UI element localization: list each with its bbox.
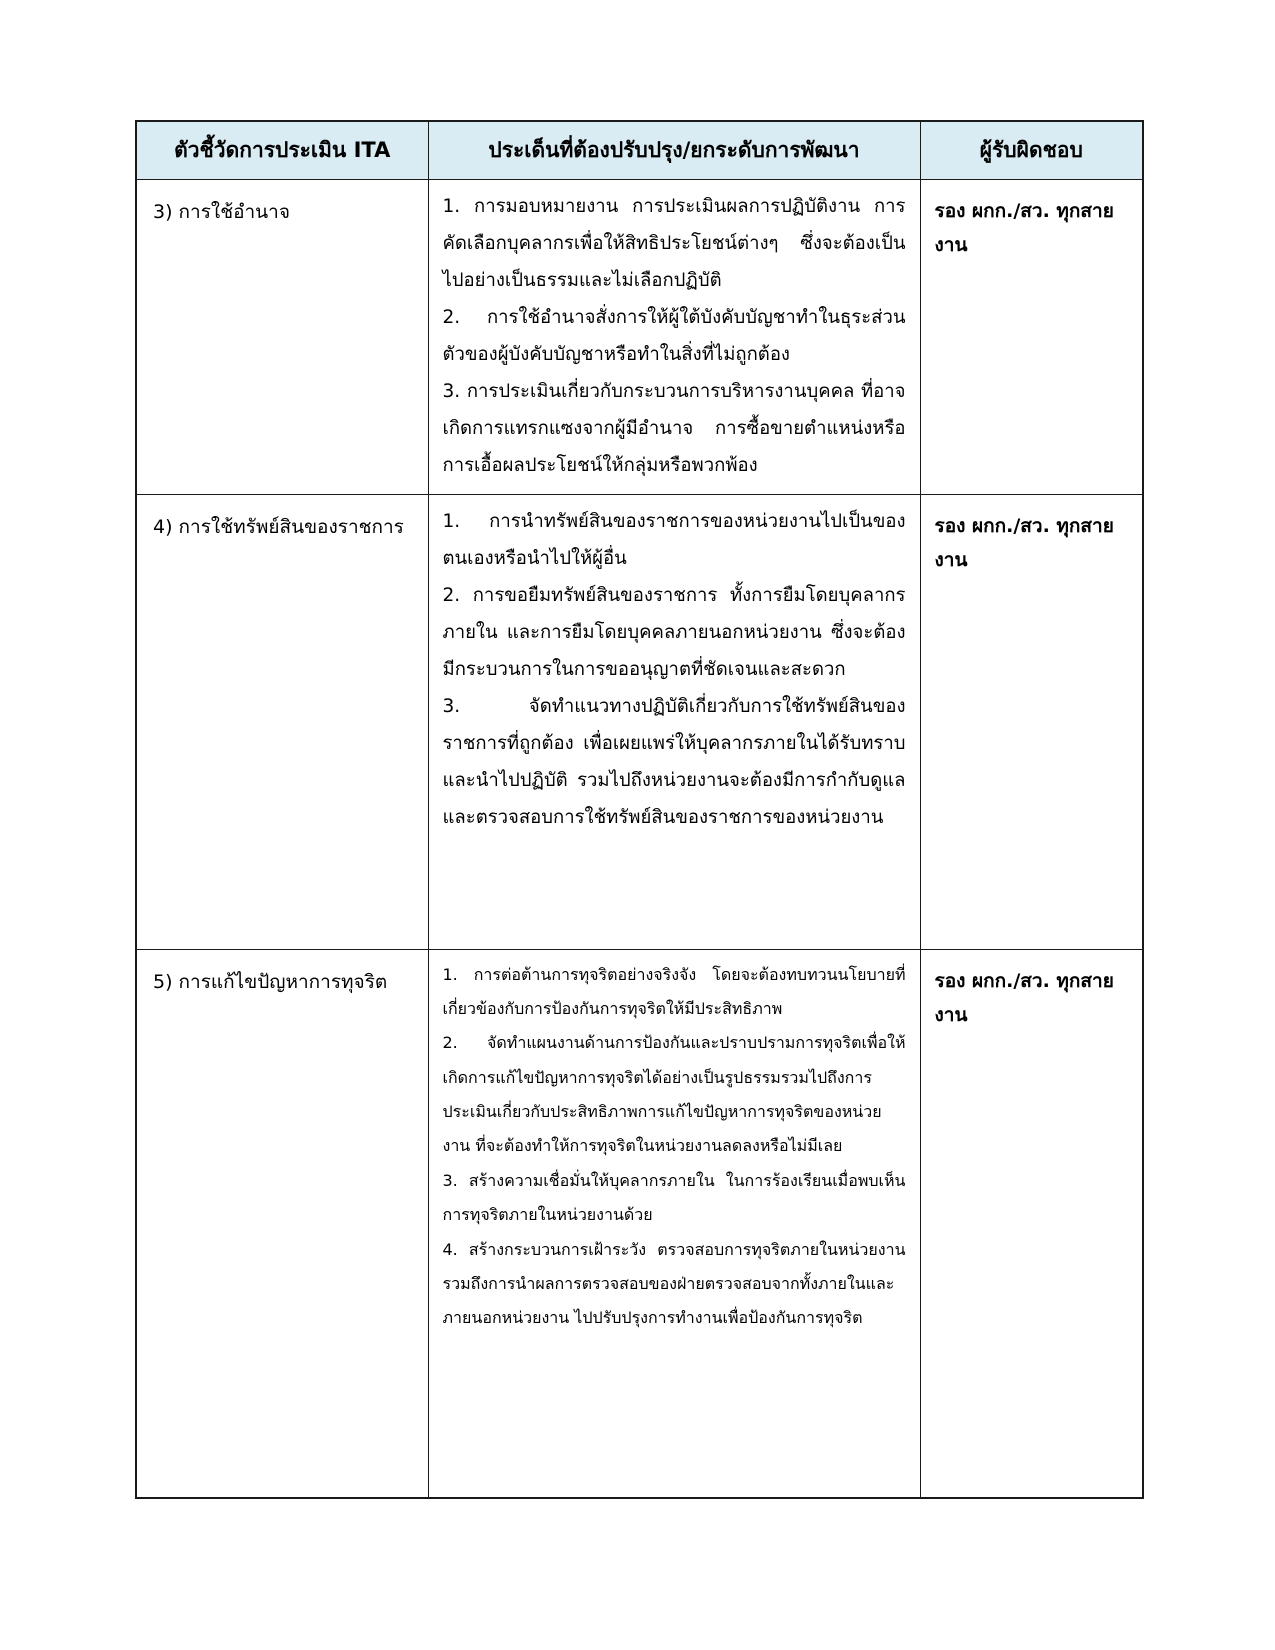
- header-indicator: ตัวชี้วัดการประเมิน ITA: [136, 121, 428, 179]
- table-row-corruption-fix: [136, 949, 1143, 1498]
- header-issues: ประเด็นที่ต้องปรับปรุง/ยกระดับการพัฒนา: [428, 121, 920, 179]
- issue-item: 1. การนำทรัพย์สินของราชการของหน่วยงานไปเป็นของตนเองหรือนำไปให้ผู้อื่น: [442, 510, 906, 569]
- issue-item: 2. การใช้อำนาจสั่งการให้ผู้ใต้บังคับบัญชาทำในธุระส่วนตัวของผู้บังคับบัญชาหรือทำในสิ่งที่ไม่ถูกต้อง: [442, 306, 906, 365]
- issue-item: 3. จัดทำแนวทางปฏิบัติเกี่ยวกับการใช้ทรัพย์สินของราชการที่ถูกต้อง เพื่อเผยแพร่ให้บุคลากรภายในได้รับทราบและนำไปปฏิบัติ รวมไปถึงหน่วยงานจะต้องมีการกำกับดูแลและตรวจสอบการใช้ทรัพย์สินของราชการของหน่วยงาน: [442, 695, 906, 828]
- header-responsible: ผู้รับผิดชอบ: [920, 121, 1143, 179]
- issue-item: 3. การประเมินเกี่ยวกับกระบวนการบริหารงานบุคคล ที่อาจเกิดการแทรกแซงจากผู้มีอำนาจ การซื้อขายตำแหน่งหรือการเอื้อผลประโยชน์ให้กลุ่มหรือพวกพ้อง: [442, 380, 906, 476]
- issue-item: 4. สร้างกระบวนการเฝ้าระวัง ตรวจสอบการทุจริตภายในหน่วยงาน รวมถึงการนำผลการตรวจสอบของฝ่ายตรวจสอบจากทั้งภายในและภายนอกหน่วยงาน ไปปรับปรุงการทำงานเพื่อป้องกันการทุจริต: [442, 1239, 906, 1328]
- issues-cell: [428, 494, 920, 949]
- responsible-cell: รอง ผกก./สว. ทุกสายงาน: [920, 949, 1143, 1498]
- responsible-cell: รอง ผกก./สว. ทุกสายงาน: [920, 179, 1143, 494]
- issue-item: 3. สร้างความเชื่อมั่นให้บุคลากรภายใน ในการร้องเรียนเมื่อพบเห็นการทุจริตภายในหน่วยงานด้วย: [442, 1170, 906, 1225]
- issues-cell: [428, 949, 920, 1498]
- indicator-cell: 5) การแก้ไขปัญหาการทุจริต: [136, 949, 428, 1498]
- issues-cell: [428, 179, 920, 494]
- table-row-power-use: [136, 179, 1143, 494]
- ita-assessment-table: [135, 120, 1144, 1499]
- issue-item: 1. การมอบหมายงาน การประเมินผลการปฏิบัติงาน การคัดเลือกบุคลากรเพื่อให้สิทธิประโยชน์ต่างๆ ซึ่งจะต้องเป็นไปอย่างเป็นธรรมและไม่เลือกปฏิบัติ: [442, 195, 906, 291]
- issue-item: 1. การต่อต้านการทุจริตอย่างจริงจัง โดยจะต้องทบทวนนโยบายที่เกี่ยวข้องกับการป้องกันการทุจริตให้มีประสิทธิภาพ: [442, 964, 906, 1018]
- issue-item: 2. การขอยืมทรัพย์สินของราชการ ทั้งการยืมโดยบุคลากรภายใน และการยืมโดยบุคคลภายนอกหน่วยงาน ซึ่งจะต้องมีกระบวนการในการขออนุญาตที่ชัดเจนและสะดวก: [442, 584, 906, 680]
- table-header-row: [136, 121, 1143, 179]
- indicator-cell: 4) การใช้ทรัพย์สินของราชการ: [136, 494, 428, 949]
- issue-item: 2. จัดทำแผนงานด้านการป้องกันและปราบปรามการทุจริตเพื่อให้เกิดการแก้ไขปัญหาการทุจริตได้อย่างเป็นรูปธรรมรวมไปถึงการประเมินเกี่ยวกับประสิทธิภาพการแก้ไขปัญหาการทุจริตของหน่วยงาน ที่จะต้องทำให้การทุจริตในหน่วยงานลดลงหรือไม่มีเลย: [442, 1033, 906, 1156]
- responsible-cell: รอง ผกก./สว. ทุกสายงาน: [920, 494, 1143, 949]
- indicator-cell: 3) การใช้อำนาจ: [136, 179, 428, 494]
- table-row-state-assets: [136, 494, 1143, 949]
